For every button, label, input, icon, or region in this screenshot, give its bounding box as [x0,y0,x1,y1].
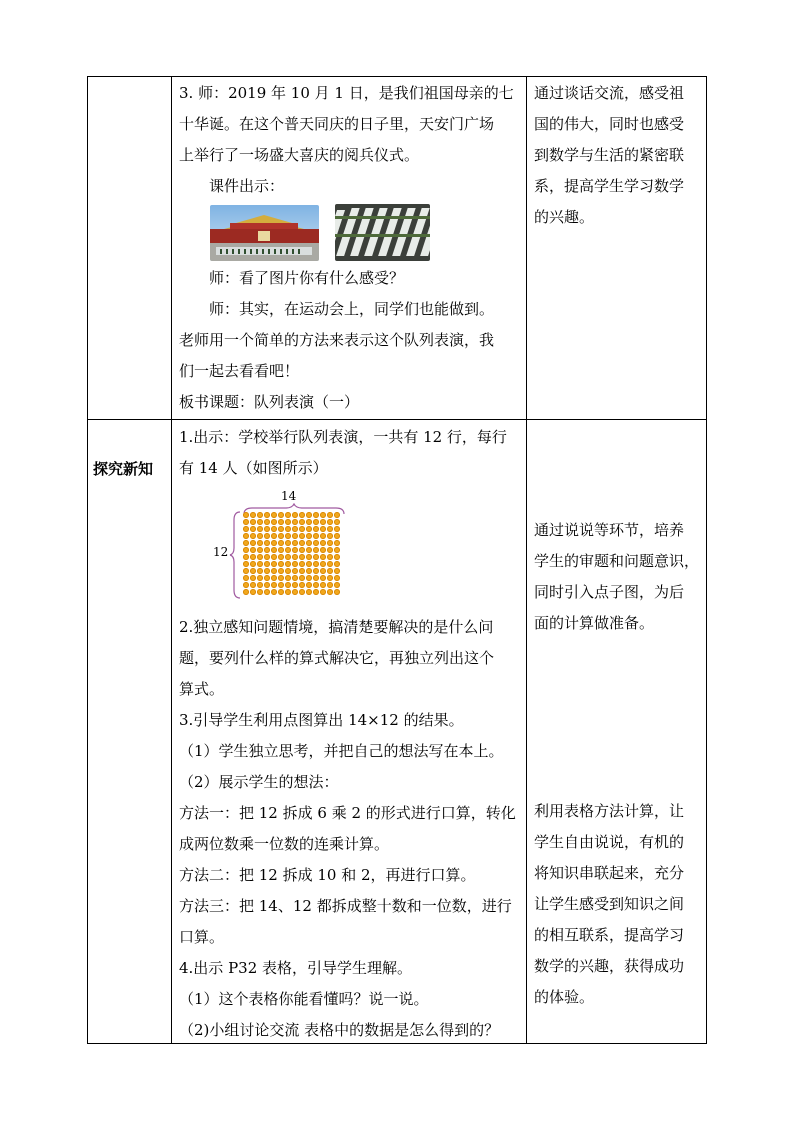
dot [320,575,326,581]
side-brace [229,510,241,600]
dot [292,589,298,595]
dot [313,533,319,539]
dot [271,519,277,525]
dot [334,568,340,574]
dot [313,582,319,588]
dot [327,589,333,595]
dot [271,547,277,553]
dot [257,589,263,595]
dot [285,561,291,567]
dot [327,519,333,525]
dot [299,519,305,525]
note-line: 利用表格方法计算，让 [534,802,685,820]
dot [313,589,319,595]
note-line: 到数学与生活的紧密联 [534,146,685,164]
text-line: 有 14 人（如图所示） [179,459,328,477]
dot [306,512,312,518]
note-line: 数学的兴趣，获得成功 [534,957,685,975]
dot [320,554,326,560]
dot [299,526,305,532]
note-line: 将知识串联起来，充分 [534,864,685,882]
dot [292,540,298,546]
dot [306,589,312,595]
dot [257,512,263,518]
dot [285,540,291,546]
dot [243,540,249,546]
dot [264,540,270,546]
dot [271,526,277,532]
dot [250,589,256,595]
dot [250,519,256,525]
dot [327,582,333,588]
dot [264,568,270,574]
dot [278,589,284,595]
note-line: 让学生感受到知识之间 [534,895,685,913]
dot [320,540,326,546]
row2-notes-b [534,796,704,1013]
dot [243,547,249,553]
dot [320,547,326,553]
note-line: 通过说说等环节，培养 [534,521,685,539]
dot [250,575,256,581]
row-divider [87,419,707,420]
dot [285,519,291,525]
text-line: 师：其实，在运动会上，同学们也能做到。 [209,300,495,318]
dot [327,554,333,560]
dot [299,554,305,560]
dot [285,533,291,539]
dot [271,533,277,539]
dot [313,568,319,574]
cols-label: 14 [281,489,297,503]
dot [285,589,291,595]
text-line: 4.出示 P32 表格，引导学生理解。 [179,959,413,977]
section-label: 探究新知 [93,460,154,478]
dot [243,561,249,567]
dot [278,582,284,588]
note-line: 系，提高学生学习数学 [534,177,685,195]
dot [292,519,298,525]
dot [320,589,326,595]
note-line: 学生的审题和问题意识， [534,552,700,570]
dot [257,561,263,567]
dot [292,526,298,532]
text-line: 算式。 [179,680,225,698]
dot [320,582,326,588]
text-line: 题，要列什么样的算式解决它，再独立列出这个 [179,649,495,667]
dot [313,561,319,567]
dot [271,568,277,574]
dot [292,533,298,539]
dot [306,547,312,553]
dot [299,533,305,539]
dot [285,568,291,574]
dot [264,519,270,525]
dot [264,547,270,553]
dot [292,554,298,560]
dot [285,554,291,560]
dot [250,561,256,567]
dot [278,568,284,574]
dot [278,540,284,546]
dot [320,561,326,567]
dot [243,554,249,560]
text-line: 方法二：把 12 拆成 10 和 2，再进行口算。 [179,866,476,884]
dot [257,554,263,560]
text-line: 十华诞。在这个普天同庆的日子里，天安门广场 [179,115,495,133]
dot [299,547,305,553]
dot [327,533,333,539]
dot [278,561,284,567]
column-divider-1 [171,76,172,1044]
dot [285,582,291,588]
dot [257,575,263,581]
dot [306,526,312,532]
dot [243,589,249,595]
text-line: 们一起去看看吧！ [179,362,300,380]
dot [250,582,256,588]
dot [264,575,270,581]
dot [334,561,340,567]
dot [313,554,319,560]
note-line: 同时引入点子图，为后 [534,583,685,601]
dot [243,512,249,518]
text-line: 方法一：把 12 拆成 6 乘 2 的形式进行口算，转化 [179,804,516,822]
dot [271,575,277,581]
text-line: 板书课题：队列表演（一） [179,393,360,411]
dot [285,575,291,581]
dot [334,582,340,588]
dot [327,575,333,581]
note-line: 的兴趣。 [534,208,595,226]
dot [313,512,319,518]
dot [271,589,277,595]
dot [278,554,284,560]
dot [285,526,291,532]
text-line: 1.出示：学校举行队列表演，一共有 12 行，每行 [179,428,507,446]
dot [257,582,263,588]
text-line: 方法三：把 14、12 都拆成整十数和一位数，进行 [179,897,512,915]
lesson-table [87,76,707,1044]
dot [278,512,284,518]
dot [264,526,270,532]
dot [257,568,263,574]
dot [257,547,263,553]
dot [271,561,277,567]
dot [250,526,256,532]
dot [243,575,249,581]
dot [250,540,256,546]
parade-photo [335,204,430,261]
dot [271,512,277,518]
dot [327,512,333,518]
table-border-right [706,76,707,1044]
dot [264,533,270,539]
dot [292,568,298,574]
dot [306,561,312,567]
dot [299,589,305,595]
dot [334,526,340,532]
dot [292,561,298,567]
text-line: （1）这个表格你能看懂吗？说一说。 [179,990,429,1008]
dot [299,540,305,546]
dot [292,512,298,518]
table-border-left [87,76,88,1044]
text-line: （2)小组讨论交流 表格中的数据是怎么得到的？ [179,1021,500,1039]
table-border-top [87,76,707,77]
note-line: 的相互联系，提高学习 [534,926,685,944]
dot [334,533,340,539]
dot [278,575,284,581]
text-line: 师：看了图片你有什么感受？ [209,269,405,287]
dot [334,554,340,560]
dot [299,568,305,574]
dot [299,512,305,518]
dot [271,554,277,560]
dot [334,547,340,553]
dot [327,526,333,532]
dot [250,568,256,574]
dot [264,554,270,560]
dot [271,540,277,546]
dot [313,526,319,532]
dot [250,547,256,553]
dot [250,533,256,539]
dot [299,561,305,567]
dot [306,540,312,546]
rows-label: 12 [213,545,229,559]
note-line: 学生自由说说，有机的 [534,833,685,851]
dot [285,512,291,518]
dot [306,582,312,588]
dot [292,575,298,581]
dot [257,540,263,546]
dot [320,512,326,518]
dot [327,540,333,546]
dot [292,582,298,588]
dot [306,575,312,581]
dot [292,547,298,553]
row1-notes [534,78,704,233]
dot [320,533,326,539]
dot [243,568,249,574]
dot [250,512,256,518]
dot [327,547,333,553]
dot [250,554,256,560]
text-line: （2）展示学生的想法： [179,773,339,791]
dot [306,568,312,574]
dot [306,533,312,539]
dot [299,575,305,581]
dot [320,519,326,525]
dot [313,540,319,546]
dot-grid [243,512,341,596]
text-line: 3. 师：2019 年 10 月 1 日，是我们祖国母亲的七 [179,84,514,102]
dot [327,568,333,574]
dot [278,547,284,553]
dot [306,519,312,525]
dot [243,533,249,539]
row2-notes-a [534,515,704,639]
tiananmen-photo [210,205,319,261]
text-line: 课件出示： [209,177,285,195]
text-line: 成两位数乘一位数的连乘计算。 [179,835,390,853]
text-line: 口算。 [179,928,225,946]
dot [334,519,340,525]
dot [257,526,263,532]
text-line: 上举行了一场盛大喜庆的阅兵仪式。 [179,146,420,164]
dot [320,568,326,574]
dot [243,526,249,532]
note-line: 通过谈话交流，感受祖 [534,84,685,102]
dot [278,533,284,539]
dot [243,582,249,588]
dot [306,554,312,560]
dot [313,575,319,581]
text-line: 3.引导学生利用点图算出 14×12 的结果。 [179,711,464,729]
dot [334,512,340,518]
dot [264,582,270,588]
note-line: 面的计算做准备。 [534,614,655,632]
dot [278,519,284,525]
dot [334,575,340,581]
dot [257,533,263,539]
column-divider-2 [526,76,527,1044]
dot [264,512,270,518]
dot [334,589,340,595]
dot [271,582,277,588]
dot [327,561,333,567]
dot [285,547,291,553]
dot [334,540,340,546]
dot [243,519,249,525]
text-line: 2.独立感知问题情境，搞清楚要解决的是什么问 [179,618,494,636]
dot [320,526,326,532]
dot [264,561,270,567]
dot [313,519,319,525]
dot [264,589,270,595]
note-line: 国的伟大，同时也感受 [534,115,685,133]
dot [257,519,263,525]
text-line: （1）学生独立思考，并把自己的想法写在本上。 [179,742,504,760]
note-line: 的体验。 [534,988,595,1006]
dot [299,582,305,588]
text-line: 老师用一个简单的方法来表示这个队列表演，我 [179,331,495,349]
dot [313,547,319,553]
dot [278,526,284,532]
